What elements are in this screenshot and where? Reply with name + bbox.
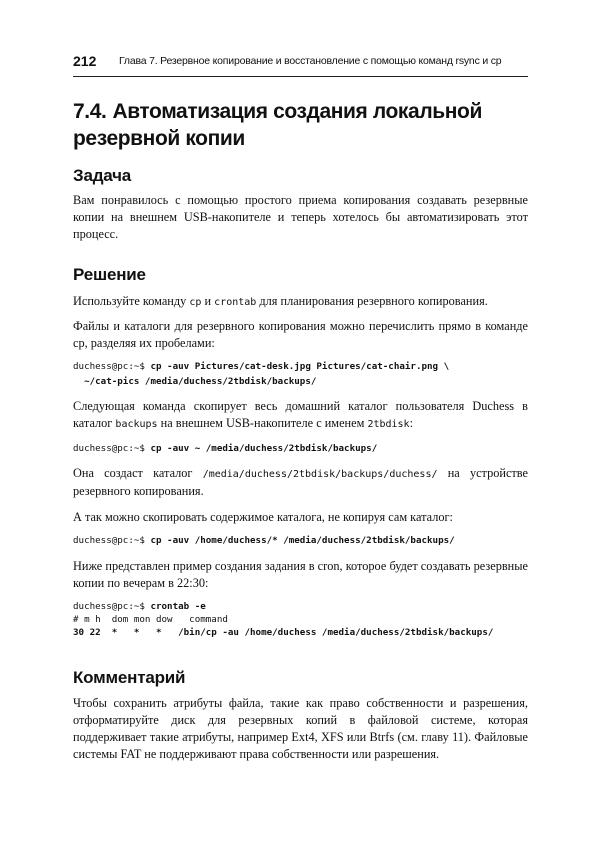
task-text: Вам понравилось с помощью простого приема копирования создавать резервные копии на внешнем USB-накопителе и теперь хотелось бы автоматизировать этот процесс.	[73, 193, 528, 241]
shell-prompt: duchess@pc:~$	[73, 601, 151, 612]
page-header	[73, 52, 528, 77]
code-block-4	[73, 600, 493, 639]
shell-command-continuation: ~/cat-pics /media/duchess/2tbdisk/backups/	[73, 376, 317, 387]
section-title-line1: Автоматизация создания локальной	[112, 100, 482, 123]
text-run: на внешнем USB-накопителе с именем	[157, 416, 368, 430]
inline-code-2tbdisk: 2tbdisk	[367, 419, 410, 430]
task-heading: Задача	[73, 166, 132, 185]
text-run: для планирования резервного копирования.	[256, 294, 488, 308]
shell-command: cp -auv Pictures/cat-desk.jpg Pictures/cat-chair.png \	[150, 361, 450, 372]
running-head: Глава 7. Резервное копирование и восстановление с помощью команд rsync и cp	[119, 55, 502, 67]
section-number: 7.4.	[73, 100, 107, 123]
solution-paragraph-4	[73, 465, 528, 500]
text-run: Следующая команда скопирует весь домашний каталог пользователя Duchess в каталог	[73, 399, 528, 430]
inline-code-path: /media/duchess/2tbdisk/backups/duchess/	[202, 469, 438, 480]
solution-paragraph-3	[73, 398, 528, 433]
text-run: :	[409, 416, 414, 430]
crontab-entry: 30 22 * * * /bin/cp -au /home/duchess /media/duchess/2tbdisk/backups/	[73, 627, 494, 638]
solution-paragraph-2: Файлы и каталоги для резервного копирования можно перечислить прямо в команде cp, разделяя их пробелами:	[73, 319, 528, 350]
shell-prompt: duchess@pc:~$	[73, 361, 151, 372]
text-run: Используйте команду	[73, 294, 190, 308]
code-block-1	[73, 359, 449, 389]
solution-paragraph-1	[73, 293, 528, 311]
shell-prompt: duchess@pc:~$	[73, 535, 151, 546]
inline-code-crontab: crontab	[214, 297, 257, 308]
solution-paragraph-5: А так можно скопировать содержимое каталога, не копируя сам каталог:	[73, 510, 453, 524]
shell-command: cp -auv ~ /media/duchess/2tbdisk/backups/	[150, 443, 378, 454]
inline-code-cp: cp	[189, 297, 202, 308]
text-run: и	[201, 294, 215, 308]
shell-command: crontab -e	[150, 601, 206, 612]
shell-command: cp -auv /home/duchess/* /media/duchess/2tbdisk/backups/	[150, 535, 455, 546]
solution-heading: Решение	[73, 265, 146, 284]
page-number: 212	[73, 53, 97, 69]
section-title	[73, 98, 528, 152]
text-run: на устройстве резервного копирования.	[73, 466, 528, 498]
section-title-line2: резервной копии	[73, 127, 245, 150]
inline-code-backups: backups	[115, 419, 158, 430]
shell-prompt: duchess@pc:~$	[73, 443, 151, 454]
solution-paragraph-6: Ниже представлен пример создания задания в cron, которое будет создавать резервные копии по вечерам в 22:30:	[73, 559, 528, 590]
code-block-2	[73, 441, 377, 456]
comment-heading: Комментарий	[73, 668, 186, 687]
crontab-comment: # m h dom mon dow command	[73, 614, 228, 625]
text-run: Она создаст каталог	[73, 466, 203, 480]
comment-text: Чтобы сохранить атрибуты файла, такие как право собственности и разрешения, отформатируйте диск для резервных копий в файловой системе, которая поддерживает такие атрибуты, например Ext4, XFS или Btrfs (см. главу 11). Файловые системы FAT не поддерживают права собственности или разрешения.	[73, 696, 528, 761]
code-block-3	[73, 533, 455, 548]
